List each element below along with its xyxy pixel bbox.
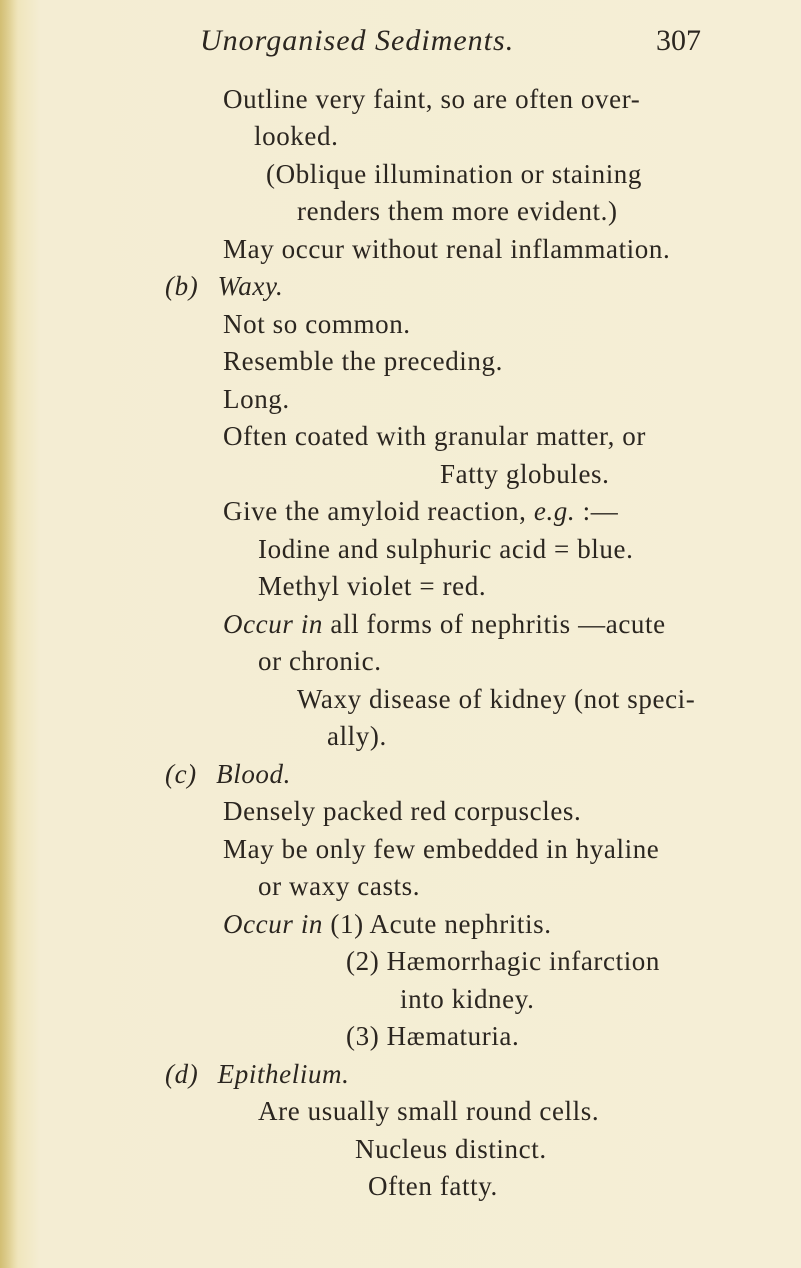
text-line: ally).	[327, 721, 387, 751]
text-line: (3) Hæmaturia.	[346, 1021, 520, 1051]
text-line: Long.	[223, 384, 290, 414]
text-line	[223, 609, 666, 640]
text-line: Methyl violet = red.	[258, 571, 487, 601]
text-segment: (1) Acute nephritis.	[323, 909, 552, 939]
text-line: Nucleus distinct.	[355, 1134, 547, 1164]
text-line: Fatty globules.	[440, 459, 610, 489]
text-line: Resemble the preceding.	[223, 346, 503, 376]
text-line: Are usually small round cells.	[258, 1096, 600, 1126]
text-line: Iodine and sulphuric acid = blue.	[258, 534, 634, 564]
text-line: Outline very faint, so are often over-	[223, 84, 641, 114]
text-line: (Oblique illumination or staining	[266, 159, 643, 189]
text-line: or chronic.	[258, 646, 382, 676]
section-heading-b	[165, 271, 283, 302]
text-line: May be only few embedded in hyaline	[223, 834, 660, 864]
section-title: Epithelium.	[217, 1059, 350, 1089]
text-segment: all forms of nephritis —acute	[323, 609, 666, 639]
page-spine-shadow	[0, 0, 18, 1268]
text-line: renders them more evident.)	[297, 196, 618, 226]
section-marker: (c)	[165, 759, 197, 789]
text-segment-italic: e.g.	[533, 496, 576, 526]
section-title: Waxy.	[217, 271, 284, 301]
page-number: 307	[656, 24, 701, 57]
section-title: Blood.	[216, 759, 291, 789]
section-marker: (b)	[165, 271, 199, 301]
section-marker: (d)	[165, 1059, 199, 1089]
text-segment: Give the amyloid reaction,	[223, 496, 534, 526]
text-line	[223, 909, 552, 940]
text-line: May occur without renal inflammation.	[223, 234, 671, 264]
text-line: looked.	[254, 121, 339, 151]
text-segment-italic: Occur in	[223, 609, 324, 639]
text-line: Not so common.	[223, 309, 411, 339]
text-line: Often fatty.	[368, 1171, 498, 1201]
text-line	[223, 496, 618, 527]
running-title: Unorganised Sediments.	[200, 24, 515, 57]
section-heading-d	[165, 1059, 350, 1090]
text-line: into kidney.	[400, 984, 535, 1014]
text-line: Often coated with granular matter, or	[223, 421, 646, 451]
text-segment-italic: Occur in	[223, 909, 324, 939]
section-heading-c	[165, 759, 291, 790]
text-line: or waxy casts.	[258, 871, 421, 901]
text-line: (2) Hæmorrhagic infarction	[346, 946, 660, 976]
text-line: Waxy disease of kidney (not speci-	[297, 684, 696, 714]
text-segment: :—	[575, 496, 619, 526]
page-header	[200, 24, 720, 64]
text-line: Densely packed red corpuscles.	[223, 796, 582, 826]
